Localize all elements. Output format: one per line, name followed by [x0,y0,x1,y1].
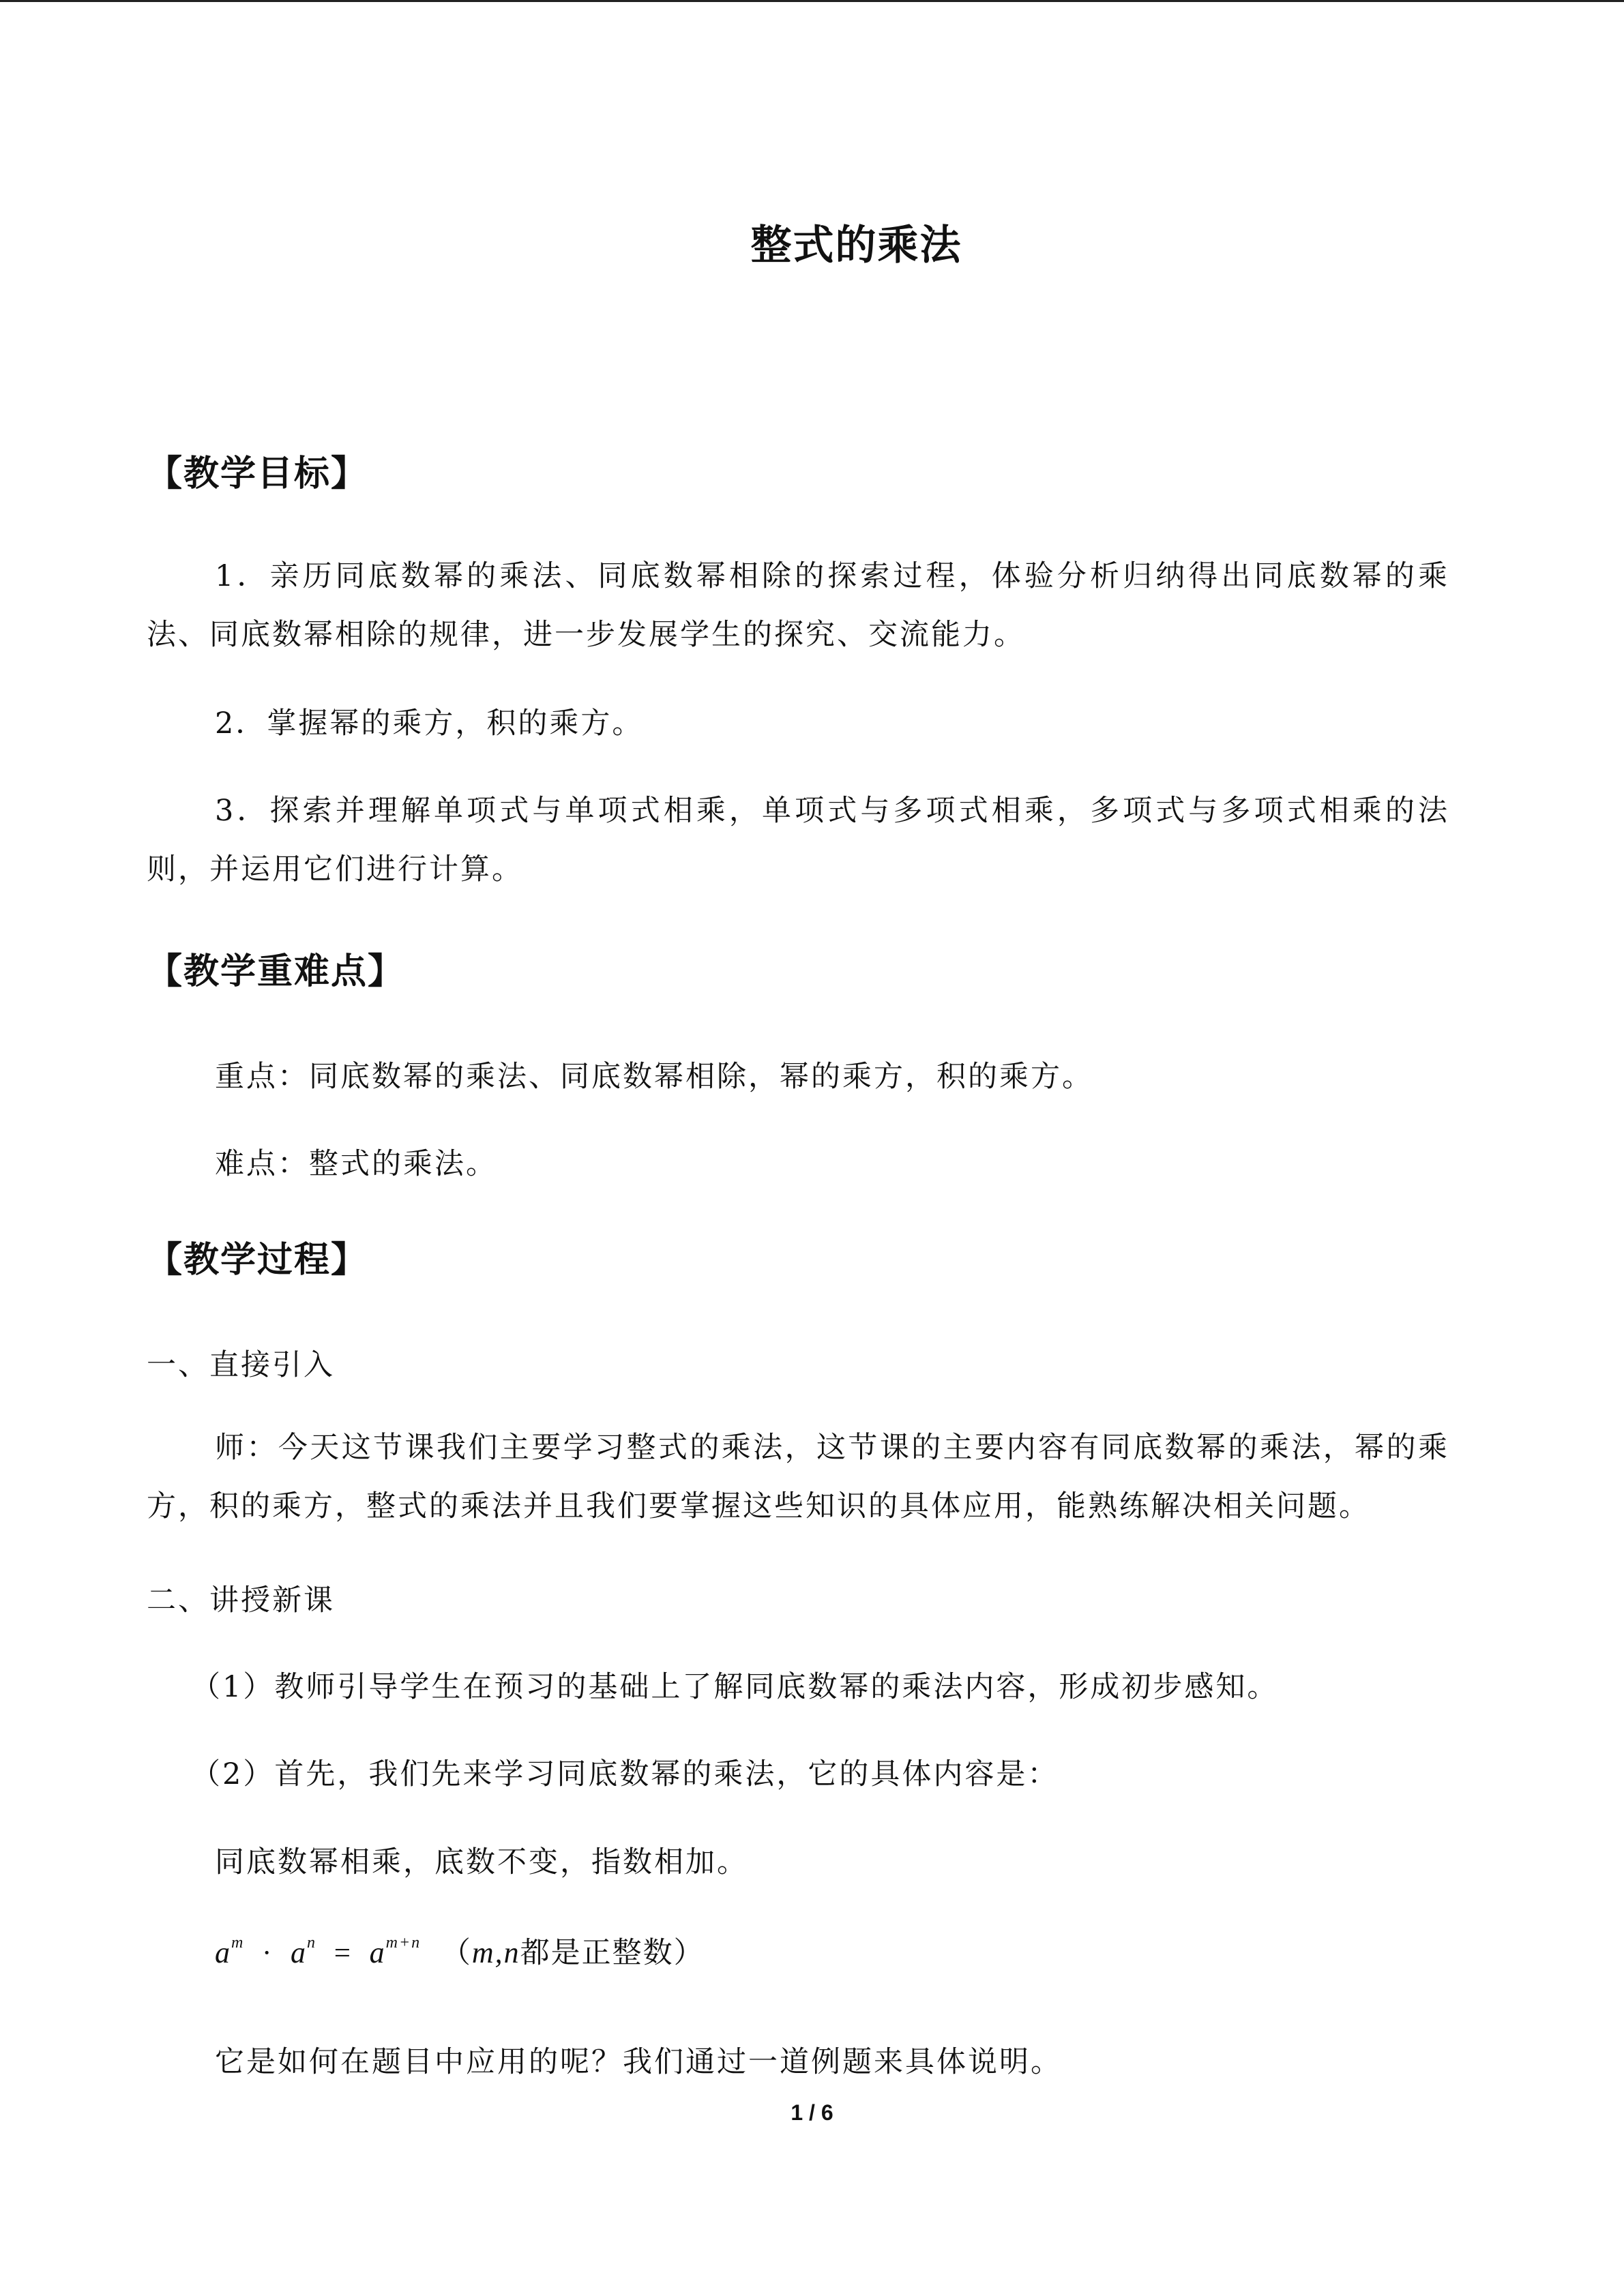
step-2-text: （2）首先，我们先来学习同底数幂的乘法，它的具体内容是： [191,1757,1059,1791]
formula-base-1: a [215,1936,231,1969]
goal-item-1: 1．亲历同底数幂的乘法、同底数幂相除的探索过程，体验分析归纳得出同底数幂的乘法、同底数幂相除的规律，进一步发展学生的探究、交流能力。 [147,559,1449,652]
formula-base-3: a [369,1936,386,1969]
section-heading-process: 【教学过程】 [147,1240,368,1281]
key-point-text: 重点：同底数幂的乘法、同底数幂相除，幂的乘方，积的乘方。 [215,1060,1093,1094]
section-heading-key-points: 【教学重难点】 [147,951,405,992]
formula-base-2: a [291,1936,308,1969]
part1-teacher-text: 师：今天这节课我们主要学习整式的乘法，这节课的主要内容有同底数幂的乘法，幂的乘方，积的乘方，整式的乘法并且我们要掌握这些知识的具体应用，能熟练解决相关问题。 [147,1431,1449,1523]
formula-exp-n: n [307,1934,317,1952]
page-title: 整式的乘法 [750,222,962,269]
part2-title: 二、讲授新课 [147,1583,335,1617]
rule-text: 同底数幂相乘，底数不变，指数相加。 [215,1845,748,1879]
page-number: 1 / 6 [791,2100,833,2125]
formula-exp-sum: m+n [385,1934,422,1952]
exponent-rule-formula [215,1930,705,1971]
formula-note-open: （ [441,1936,472,1970]
goal-item-3: 3．探索并理解单项式与单项式相乘，单项式与多项式相乘，多项式与多项式相乘的法则，并运用它们进行计算。 [147,794,1449,886]
step-1-text: （1）教师引导学生在预习的基础上了解同底数幂的乘法内容，形成初步感知。 [191,1670,1279,1704]
part1-title: 一、直接引入 [147,1348,335,1382]
difficulty-text: 难点：整式的乘法。 [215,1147,497,1181]
formula-note-text: 都是正整数） [520,1936,705,1970]
formula-note-vars: m,n [471,1936,520,1969]
section-heading-goals: 【教学目标】 [147,453,368,494]
formula-exp-m: m [231,1934,245,1952]
goal-item-2: 2．掌握幂的乘方，积的乘方。 [215,706,644,741]
formula-equals: = [334,1937,352,1969]
question-text: 它是如何在题目中应用的呢？我们通过一道例题来具体说明。 [215,2045,1062,2079]
formula-dot: · [262,1937,274,1969]
